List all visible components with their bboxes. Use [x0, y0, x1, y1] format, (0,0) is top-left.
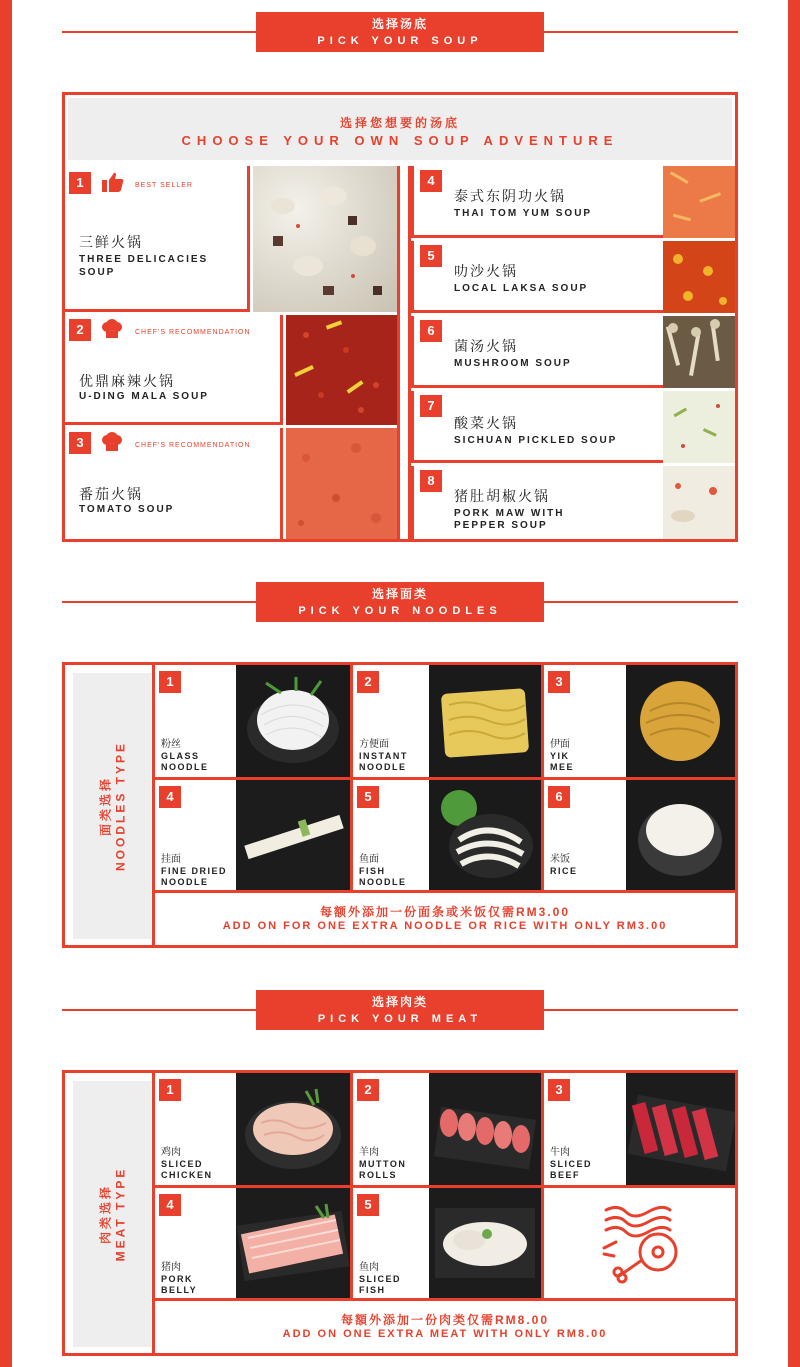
meat-en-5b: FISH — [359, 1285, 386, 1295]
soup-item-3[interactable] — [65, 428, 283, 539]
meat-en-2a: MUTTON — [359, 1159, 407, 1169]
noodle-num-4: 4 — [159, 786, 181, 808]
soup-banner-en: CHOOSE YOUR OWN SOUP ADVENTURE — [181, 133, 619, 148]
noodle-num-1: 1 — [159, 671, 181, 693]
meat-illustration-icon — [596, 1198, 686, 1288]
chef-hat-icon — [101, 432, 123, 454]
meat-num-5: 5 — [357, 1194, 379, 1216]
noodle-item-3[interactable] — [544, 665, 626, 777]
noodle-num-2: 2 — [357, 671, 379, 693]
soup-zh-8: 猪肚胡椒火锅 — [454, 488, 550, 504]
thumbs-up-icon — [101, 171, 125, 193]
noodle-en-5b: NOODLE — [359, 877, 407, 887]
soup-num-4: 4 — [420, 170, 442, 192]
noodle-item-2[interactable] — [353, 665, 429, 777]
noodle-item-6[interactable] — [544, 780, 626, 890]
tomato-soup-photo — [286, 428, 397, 539]
meat-en-1b: CHICKEN — [161, 1170, 213, 1180]
noodle-zh-6: 米饭 — [550, 854, 570, 865]
noodle-zh-4: 挂面 — [161, 854, 181, 865]
yik-mee-photo — [626, 665, 735, 777]
instant-noodle-photo — [429, 665, 541, 777]
mutton-rolls-photo — [429, 1073, 541, 1185]
meat-zh-1: 鸡肉 — [161, 1147, 181, 1158]
meat-item-3[interactable] — [544, 1073, 626, 1185]
soup-zh-6: 菌汤火锅 — [454, 338, 518, 354]
meat-item-4[interactable] — [155, 1188, 236, 1298]
glass-noodle-photo — [236, 665, 350, 777]
noodle-title-en: PICK YOUR NOODLES — [298, 605, 502, 617]
noodle-menu-box — [62, 662, 738, 948]
noodle-en-2a: INSTANT — [359, 751, 408, 761]
soup-zh-1: 三鲜火锅 — [79, 234, 143, 250]
soup-item-1[interactable] — [65, 166, 250, 312]
soup-item-8[interactable] — [411, 466, 663, 539]
noodle-en-4b: NOODLE — [161, 877, 209, 887]
noodle-title-tag — [256, 582, 544, 622]
best-seller-badge: BEST SELLER — [135, 182, 193, 189]
noodle-zh-5: 鱼面 — [359, 854, 379, 865]
laksa-photo — [663, 241, 735, 313]
meat-addon-note — [155, 1311, 735, 1340]
soup-zh-7: 酸菜火锅 — [454, 415, 518, 431]
meat-num-3: 3 — [548, 1079, 570, 1101]
soup-num-1: 1 — [69, 172, 91, 194]
chefs-recommendation-badge: CHEF'S RECOMMENDATION — [135, 329, 251, 336]
noodle-en-6: RICE — [550, 866, 578, 876]
soup-title-en: PICK YOUR SOUP — [317, 35, 483, 47]
meat-type-en: MEAT TYPE — [113, 1166, 128, 1262]
soup-menu-box — [62, 92, 738, 542]
noodle-en-3b: MEE — [550, 762, 575, 772]
soup-item-4[interactable] — [411, 166, 663, 238]
chef-hat-icon — [101, 319, 123, 341]
noodle-en-4a: FINE DRIED — [161, 866, 228, 876]
meat-section-header — [62, 990, 738, 1030]
noodle-en-5a: FISH — [359, 866, 386, 876]
noodles-type-zh: 面类选择 — [98, 775, 113, 837]
soup-en-1a: THREE DELICACIES — [79, 254, 209, 265]
noodle-zh-2: 方便面 — [359, 739, 389, 750]
meat-title-tag — [256, 990, 544, 1030]
noodle-en-1b: NOODLE — [161, 762, 209, 772]
soup-title-zh: 选择汤底 — [371, 17, 428, 31]
pork-belly-photo — [236, 1188, 350, 1298]
meat-zh-4: 猪肉 — [161, 1262, 181, 1273]
soup-item-2[interactable] — [65, 315, 283, 425]
soup-num-7: 7 — [420, 395, 442, 417]
meat-type-zh: 肉类选择 — [98, 1184, 113, 1245]
meat-zh-5: 鱼肉 — [359, 1262, 379, 1273]
tom-yum-photo — [663, 166, 735, 238]
chefs-recommendation-badge: CHEF'S RECOMMENDATION — [135, 442, 251, 449]
soup-en-3: TOMATO SOUP — [79, 504, 175, 515]
soup-item-7[interactable] — [411, 391, 663, 463]
noodle-addon-zh: 每额外添加一份面条或米饭仅需RM3.00 — [319, 905, 571, 919]
soup-item-5[interactable] — [411, 241, 663, 313]
soup-num-8: 8 — [420, 470, 442, 492]
noodles-type-label — [73, 673, 151, 939]
soup-zh-3: 番茄火锅 — [79, 486, 143, 502]
noodle-addon-note — [155, 903, 735, 932]
meat-en-4a: PORK — [161, 1274, 194, 1284]
meat-zh-3: 牛肉 — [550, 1147, 570, 1158]
meat-type-label — [73, 1081, 151, 1347]
soup-zh-2: 优鼎麻辣火锅 — [79, 373, 175, 389]
pickled-soup-photo — [663, 391, 735, 463]
sliced-fish-photo — [429, 1188, 541, 1298]
meat-en-2b: ROLLS — [359, 1170, 397, 1180]
meat-icon-cell — [544, 1188, 735, 1298]
fish-noodle-photo — [429, 780, 541, 890]
noodles-type-en: NOODLES TYPE — [113, 740, 128, 872]
soup-num-2: 2 — [69, 319, 91, 341]
noodle-en-2b: NOODLE — [359, 762, 407, 772]
noodle-item-4[interactable] — [155, 780, 236, 890]
noodle-num-6: 6 — [548, 786, 570, 808]
meat-item-1[interactable] — [155, 1073, 236, 1185]
row-divider — [155, 1298, 735, 1301]
meat-addon-zh: 每額外添加一份肉类仅需RM8.00 — [340, 1313, 550, 1327]
meat-en-1a: SLICED — [161, 1159, 204, 1169]
sliced-beef-photo — [626, 1073, 735, 1185]
mushroom-photo — [663, 316, 735, 388]
soup-item-6[interactable] — [411, 316, 663, 388]
meat-en-3a: SLICED — [550, 1159, 593, 1169]
noodle-num-3: 3 — [548, 671, 570, 693]
noodle-section-header — [62, 582, 738, 622]
meat-title-zh: 选择肉类 — [371, 995, 428, 1009]
soup-banner-zh: 选择您想要的汤底 — [339, 116, 460, 130]
soup-title-tag — [256, 12, 544, 52]
meat-title-en: PICK YOUR MEAT — [317, 1013, 483, 1025]
row-divider — [155, 890, 735, 893]
soup-en-7: SICHUAN PICKLED SOUP — [454, 435, 618, 446]
meat-en-4b: BELLY — [161, 1285, 198, 1295]
soup-en-6: MUSHROOM SOUP — [454, 358, 572, 369]
noodle-zh-3: 伊面 — [550, 739, 570, 750]
pork-maw-photo — [663, 466, 735, 539]
soup-en-8b: PEPPER SOUP — [454, 520, 548, 531]
meat-num-2: 2 — [357, 1079, 379, 1101]
meat-item-5[interactable] — [353, 1188, 429, 1298]
right-border — [788, 0, 800, 1367]
fine-dried-noodle-photo — [236, 780, 350, 890]
soup-num-3: 3 — [69, 432, 91, 454]
mala-soup-photo — [286, 315, 397, 425]
noodle-en-1a: GLASS — [161, 751, 200, 761]
soup-num-5: 5 — [420, 245, 442, 267]
column-gap — [400, 166, 408, 539]
soup-banner — [68, 98, 732, 160]
soup-en-8a: PORK MAW WITH — [454, 508, 565, 519]
three-delicacies-photo — [253, 166, 397, 312]
meat-menu-box — [62, 1070, 738, 1356]
meat-item-2[interactable] — [353, 1073, 429, 1185]
meat-addon-en: ADD ON ONE EXTRA MEAT WITH ONLY RM8.00 — [282, 1328, 608, 1340]
noodle-addon-en: ADD ON FOR ONE EXTRA NOODLE OR RICE WITH ONLY RM3.00 — [222, 920, 668, 932]
noodle-num-5: 5 — [357, 786, 379, 808]
noodle-zh-1: 粉丝 — [161, 739, 181, 750]
soup-zh-5: 叻沙火锅 — [454, 263, 518, 279]
soup-en-2: U-DING MALA SOUP — [79, 391, 209, 402]
soup-en-5: LOCAL LAKSA SOUP — [454, 283, 589, 294]
noodle-title-zh: 选择面类 — [371, 587, 428, 601]
noodle-item-5[interactable] — [353, 780, 429, 890]
meat-num-1: 1 — [159, 1079, 181, 1101]
meat-zh-2: 羊肉 — [359, 1147, 379, 1158]
left-border — [0, 0, 12, 1367]
rice-photo — [626, 780, 735, 890]
noodle-item-1[interactable] — [155, 665, 236, 777]
noodle-en-3a: YIK — [550, 751, 570, 761]
soup-zh-4: 泰式东阴功火锅 — [454, 188, 566, 204]
meat-num-4: 4 — [159, 1194, 181, 1216]
soup-en-4: THAI TOM YUM SOUP — [454, 208, 593, 219]
soup-num-6: 6 — [420, 320, 442, 342]
meat-en-5a: SLICED — [359, 1274, 402, 1284]
soup-en-1b: SOUP — [79, 267, 116, 278]
meat-en-3b: BEEF — [550, 1170, 581, 1180]
soup-section-header — [62, 12, 738, 52]
sliced-chicken-photo — [236, 1073, 350, 1185]
